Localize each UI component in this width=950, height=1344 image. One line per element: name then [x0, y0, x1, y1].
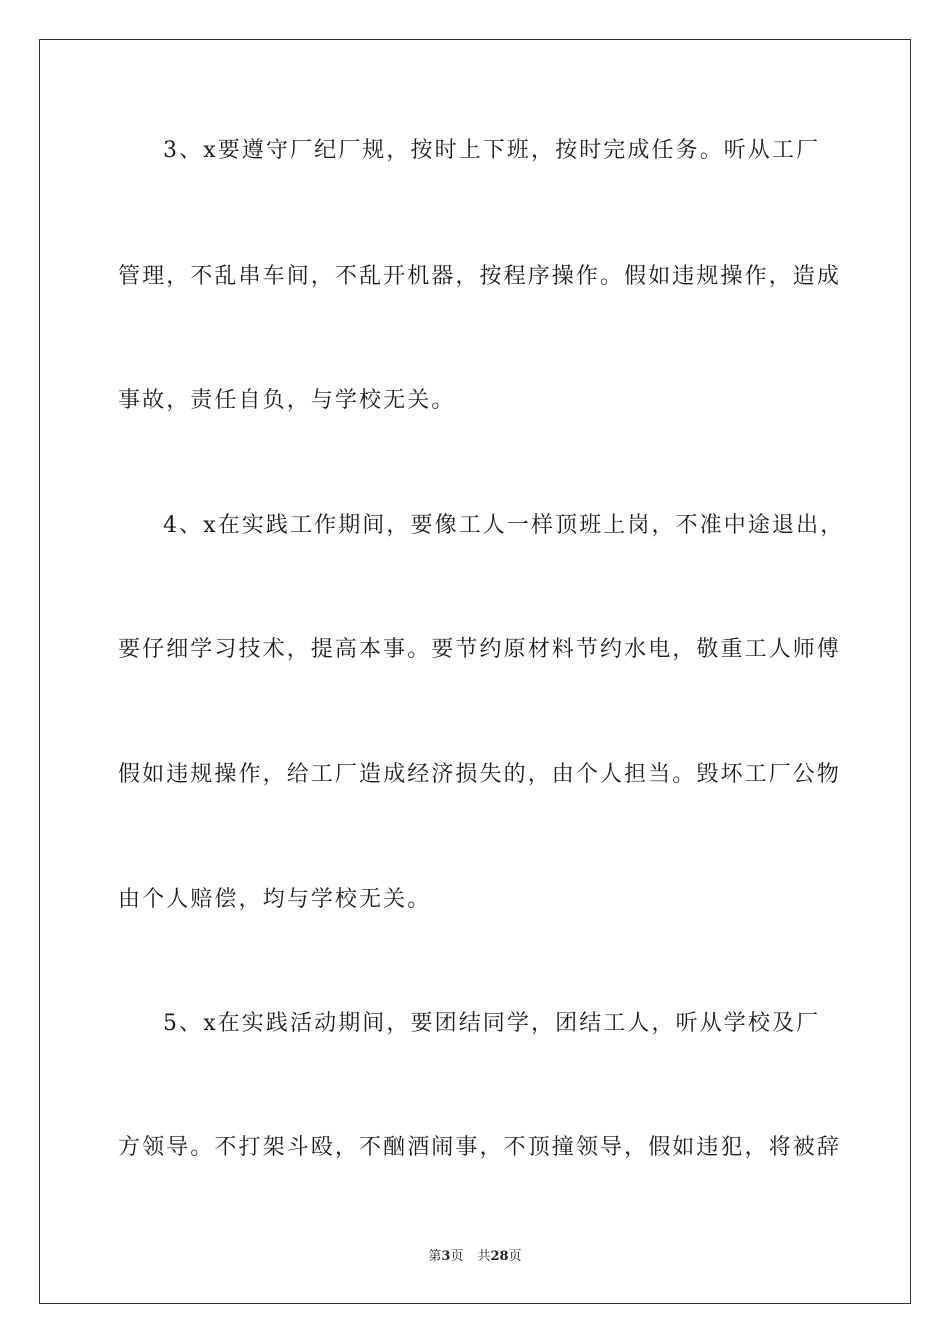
- total-prefix: 共: [477, 1249, 491, 1264]
- total-suffix: 页: [508, 1249, 522, 1264]
- paragraph-4-line-4: 由个人赔偿，均与学校无关。: [118, 887, 432, 912]
- paragraph-5-line-1: 5、x在实践活动期间，要团结同学，团结工人，听从学校及厂: [163, 1011, 821, 1036]
- paragraph-3-line-1: 3、x要遵守厂纪厂规，按时上下班，按时完成任务。听从工厂: [163, 138, 821, 163]
- page-border: [39, 39, 911, 1304]
- page-prefix: 第: [428, 1249, 442, 1264]
- paragraph-4-line-3: 假如违规操作，给工厂造成经济损失的，由个人担当。毁坏工厂公物: [118, 762, 842, 787]
- paragraph-5-line-2: 方领导。不打架斗殴，不酗酒闹事，不顶撞领导，假如违犯，将被辞: [118, 1135, 842, 1160]
- paragraph-3-line-2: 管理，不乱串车间，不乱开机器，按程序操作。假如违规操作，造成: [118, 264, 842, 289]
- page-footer: [0, 1248, 950, 1266]
- page-number: 3: [441, 1249, 451, 1264]
- paragraph-4-line-2: 要仔细学习技术，提高本事。要节约原材料节约水电，敬重工人师傅: [118, 637, 842, 662]
- total-pages: 28: [490, 1249, 509, 1264]
- page-suffix: 页: [450, 1249, 464, 1264]
- paragraph-3-line-3: 事故，责任自负，与学校无关。: [118, 388, 456, 413]
- paragraph-4-line-1: 4、x在实践工作期间，要像工人一样顶班上岗，不准中途退出，: [163, 513, 845, 538]
